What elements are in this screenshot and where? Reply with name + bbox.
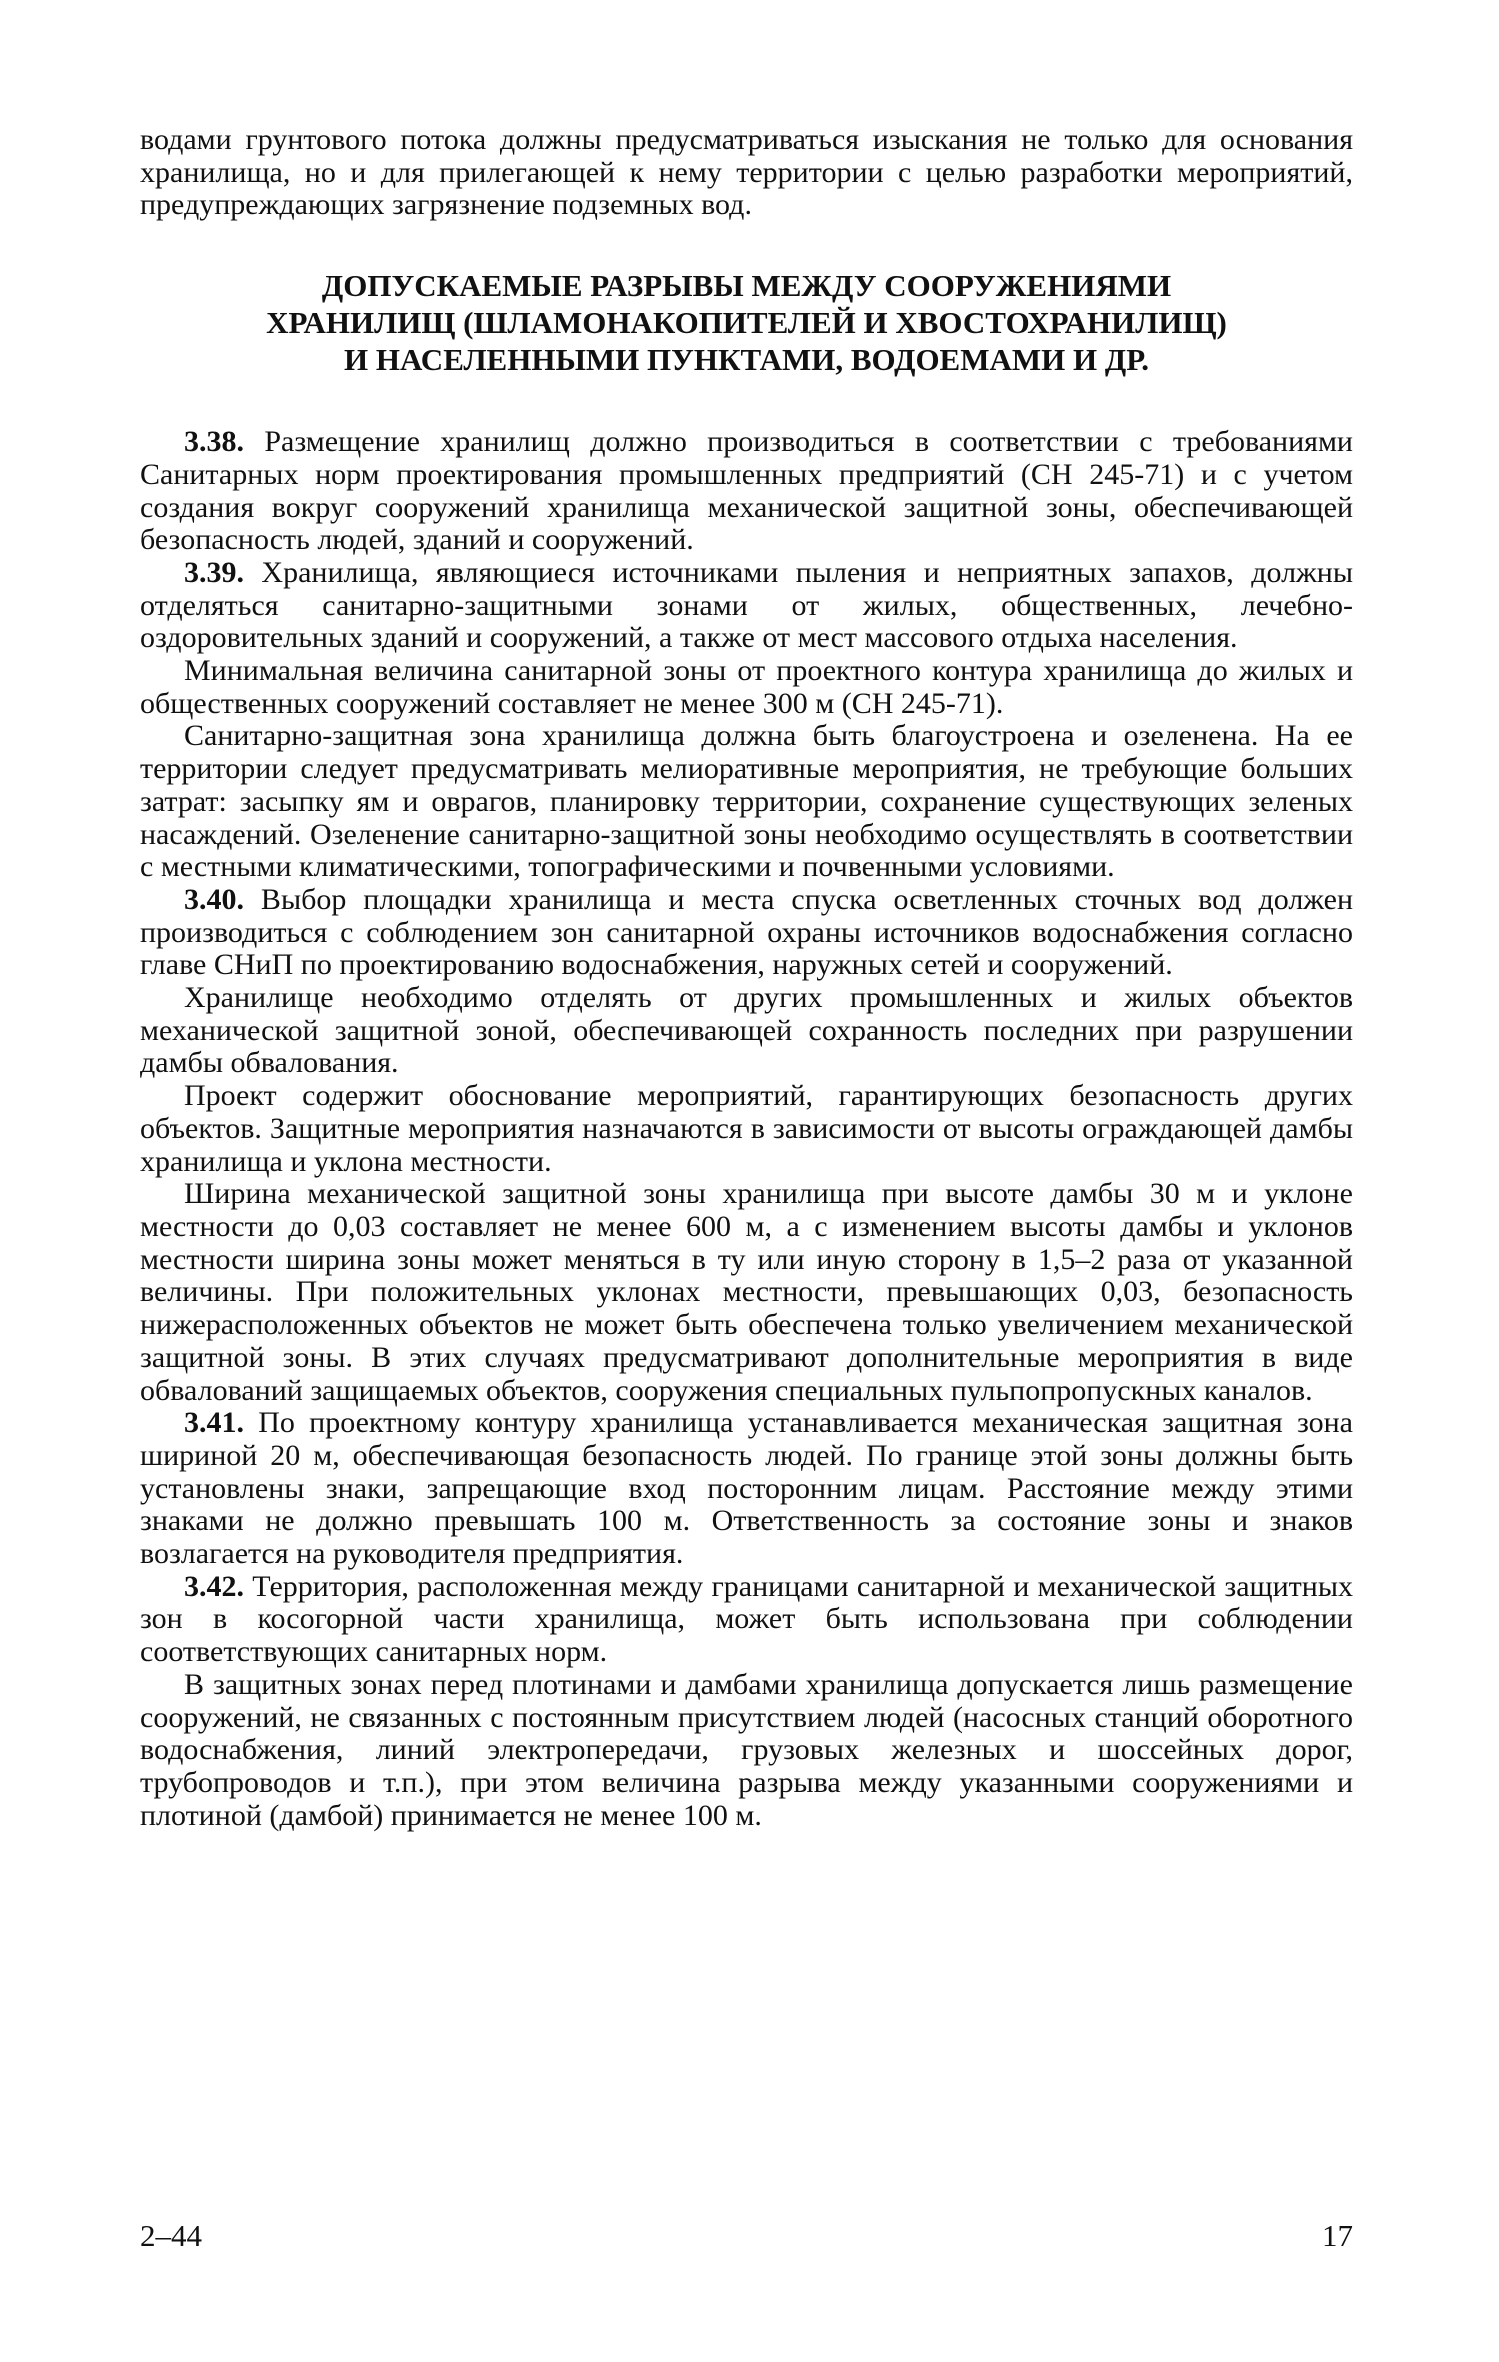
paragraph-3-40-c: Проект содержит обоснование мероприятий, гарантирующих безопасность других объектов. Защитные мероприятия назначаются в зависимости от высоты ограждающей дамбы хранилища и уклона местности. [140, 1079, 1353, 1178]
paragraph-3-41 [140, 1407, 1353, 1571]
paragraph-3-40-d: Ширина механической защитной зоны хранилища при высоте дамбы 30 м и уклоне местности до 0,03 составляет не менее 600 м, а с изменением высоты дамбы и уклонов местности ширина зоны может меняться в ту или иную сторону в 1,5–2 раза от указанной величины. При положительных уклонах местности, превышающих 0,03, безопасность нижерасположенных объектов не может быть обеспечена только увеличением механической защитной зоны. В этих случаях предусматривают дополнительные мероприятия в виде обвалований защищаемых объектов, сооружения специальных пульпопропускных каналов. [140, 1177, 1353, 1407]
clause-number: 3.41. [184, 1406, 244, 1440]
paragraph-text: Хранилища, являющиеся источниками пыления и неприятных запахов, должны отделяться санитарно-защитными зонами от жилых, общественных, лечебно-оздоровительных зданий и сооружений, а также от мест массового отдыха населения. [140, 555, 1353, 655]
clause-number: 3.38. [184, 425, 244, 459]
page-footer [140, 2218, 1353, 2258]
paragraph-text: Выбор площадки хранилища и места спуска осветленных сточных вод должен производиться с соблюдением зон санитарной охраны источников водоснабжения согласно главе СНиП по проектированию водоснабжения, наружных сетей и сооружений. [140, 882, 1353, 982]
page-number: 17 [1322, 2218, 1353, 2253]
printer-signature: 2–44 [140, 2218, 202, 2253]
paragraph-3-39-b: Минимальная величина санитарной зоны от проектного контура хранилища до жилых и общественных сооружений составляет не менее 300 м (СН 245-71). [140, 654, 1353, 720]
section-heading [140, 267, 1353, 378]
paragraph-3-39 [140, 557, 1353, 655]
clause-number: 3.42. [184, 1569, 244, 1603]
clause-number: 3.40. [184, 882, 244, 916]
paragraph-3-39-c: Санитарно-защитная зона хранилища должна быть благоустроена и озеленена. На ее территории следует предусматривать мелиоративные мероприятия, не требующие больших затрат: засыпку ям и оврагов, планировку территории, сохранение существующих зеленых насаждений. Озеленение санитарно-защитной зоны необходимо осуществлять в соответствии с местными климатическими, топографическими и почвенными условиями. [140, 719, 1353, 884]
clause-number: 3.39. [184, 555, 244, 589]
paragraph-text: Размещение хранилищ должно производиться в соответствии с требованиями Санитарных норм проектирования промышленных предприятий (СН 245-71) и с учетом создания вокруг сооружений хранилища механической защитной зоны, обеспечивающей безопасность людей, зданий и сооружений. [140, 425, 1353, 557]
heading-line-2: ХРАНИЛИЩ (ШЛАМОНАКОПИТЕЛЕЙ И ХВОСТОХРАНИЛИЩ) [266, 305, 1227, 341]
paragraph-text: По проектному контуру хранилища устанавливается механическая защитная зона шириной 20 м, обеспечивающая безопасность людей. По границе этой зоны должны быть установлены знаки, запрещающие вход посторонним лицам. Расстояние между этими знаками не должно превышать 100 м. Ответственность за состояние зоны и знаков возлагается на руководителя предприятия. [140, 1406, 1353, 1571]
paragraph-3-42-b: В защитных зонах перед плотинами и дамбами хранилища допускается лишь размещение сооружений, не связанных с постоянным присутствием людей (насосных станций оборотного водоснабжения, линий электропередачи, грузовых железных и шоссейных дорог, трубопроводов и т.п.), при этом величина разрыва между указанными сооружениями и плотиной (дамбой) принимается не менее 100 м. [140, 1667, 1353, 1832]
text-column [140, 124, 1353, 1832]
paragraph-3-38 [140, 426, 1353, 557]
heading-line-1: ДОПУСКАЕМЫЕ РАЗРЫВЫ МЕЖДУ СООРУЖЕНИЯМИ [321, 268, 1172, 304]
paragraph-3-42 [140, 1571, 1353, 1669]
paragraph-3-40 [140, 884, 1353, 982]
paragraph-3-40-b: Хранилище необходимо отделять от других промышленных и жилых объектов механической защитной зоной, обеспечивающей сохранность последних при разрушении дамбы обвалования. [140, 981, 1353, 1080]
intro-paragraph: водами грунтового потока должны предусматриваться изыскания не только для основания хранилища, но и для прилегающей к нему территории с целью разработки мероприятий, предупреждающих загрязнение подземных вод. [140, 123, 1353, 222]
paragraph-text: Территория, расположенная между границами санитарной и механической защитных зон в косогорной части хранилища, может быть использована при соблюдении соответствующих санитарных норм. [140, 1569, 1353, 1669]
heading-line-3: И НАСЕЛЕННЫМИ ПУНКТАМИ, ВОДОЕМАМИ И ДР. [343, 342, 1150, 378]
